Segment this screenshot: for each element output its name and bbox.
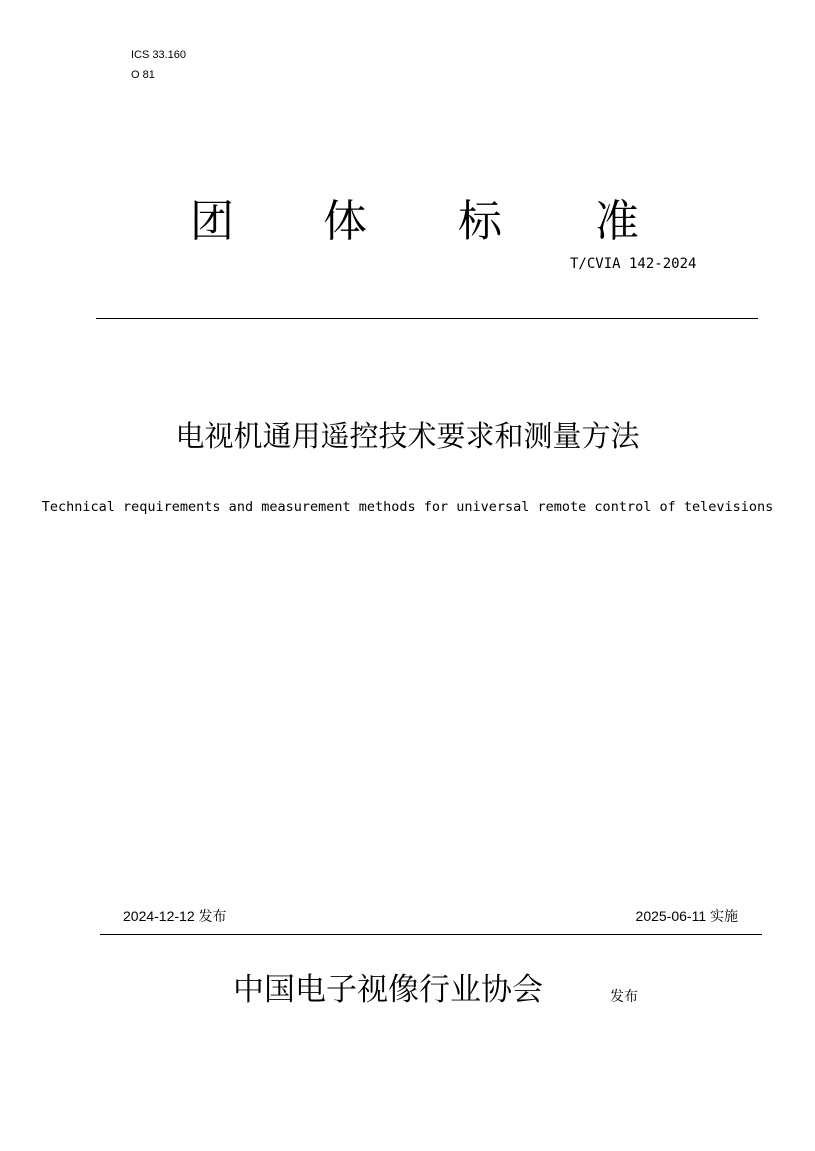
publisher-label: 发布 bbox=[610, 989, 638, 1005]
chinese-title: 电视机通用遥控技术要求和测量方法 bbox=[175, 419, 640, 453]
standard-type-char-1: 团 bbox=[190, 196, 234, 247]
issue-date: 2024-12-12 发布 bbox=[123, 908, 227, 924]
ics-code: ICS 33.160 bbox=[131, 49, 187, 61]
standard-type-char-4: 准 bbox=[595, 196, 639, 247]
top-divider bbox=[96, 318, 758, 319]
standard-number: T/CVIA 142-2024 bbox=[570, 256, 697, 272]
standard-type-char-2: 体 bbox=[323, 196, 367, 247]
standard-type-char-3: 标 bbox=[458, 196, 502, 247]
bottom-divider bbox=[100, 934, 762, 935]
english-title: Technical requirements and measurement methods for universal remote control of televisions bbox=[41, 499, 774, 515]
ccs-code: O 81 bbox=[131, 69, 155, 81]
implementation-date: 2025-06-11 实施 bbox=[635, 908, 738, 924]
publisher-organization: 中国电子视像行业协会 bbox=[233, 972, 543, 1008]
